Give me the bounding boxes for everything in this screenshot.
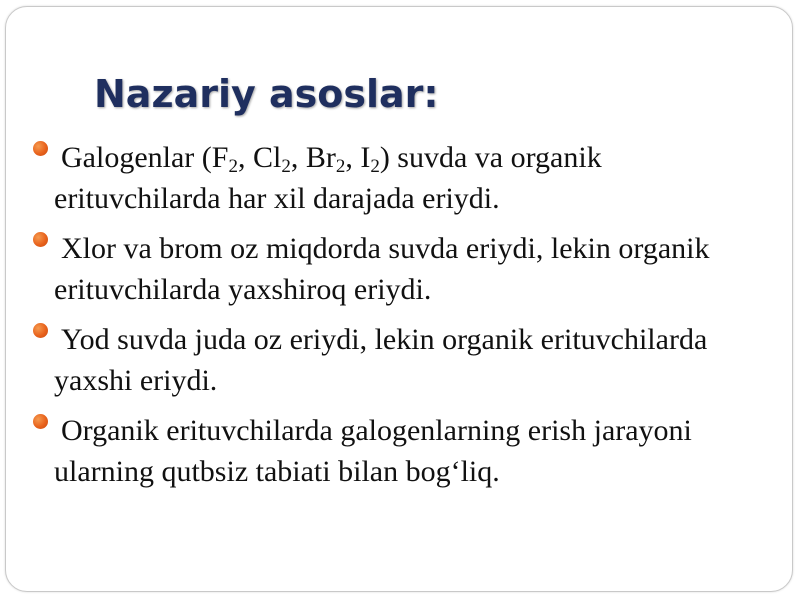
bullet-text-segment: Organik erituvchilarda galogenlarning erish jarayoni ularning qutbsiz tabiati bilan bog‘liq. [54,414,692,488]
bullet-text [54,410,734,492]
bullet-text [54,319,734,401]
bullet-text-segment: Yod suvda juda oz eriydi, lekin organik erituvchilarda yaxshi eriydi. [54,323,708,397]
bullet-dot-icon [33,141,48,156]
subscript: 2 [335,156,346,177]
bullet-text-segment: , Cl [237,141,282,174]
subscript: 2 [370,156,380,177]
bullet-item [0,410,734,492]
bullet-dot-icon [33,414,48,429]
bullet-text [54,137,734,219]
bullet-text-segment: , I [345,141,371,174]
bullet-text [54,228,734,310]
bullet-text-segment: , Br [290,141,336,174]
slide-title: Nazariy asoslar: [94,72,439,116]
bullet-text-segment: ) suvda va organik erituvchilarda har xil darajada eriydi. [54,141,602,215]
bullet-item [0,228,734,310]
subscript: 2 [228,156,238,177]
bullet-item [0,137,734,219]
bullet-text-segment: Galogenlar (F [61,141,229,174]
bullet-dot-icon [33,232,48,247]
bullet-dot-icon [33,323,48,338]
subscript: 2 [281,156,291,177]
bullet-text-segment: Xlor va brom oz miqdorda suvda eriydi, lekin organik erituvchilarda yaxshiroq eriydi. [54,232,710,306]
bullet-item [0,319,734,401]
bullet-list [0,137,800,501]
